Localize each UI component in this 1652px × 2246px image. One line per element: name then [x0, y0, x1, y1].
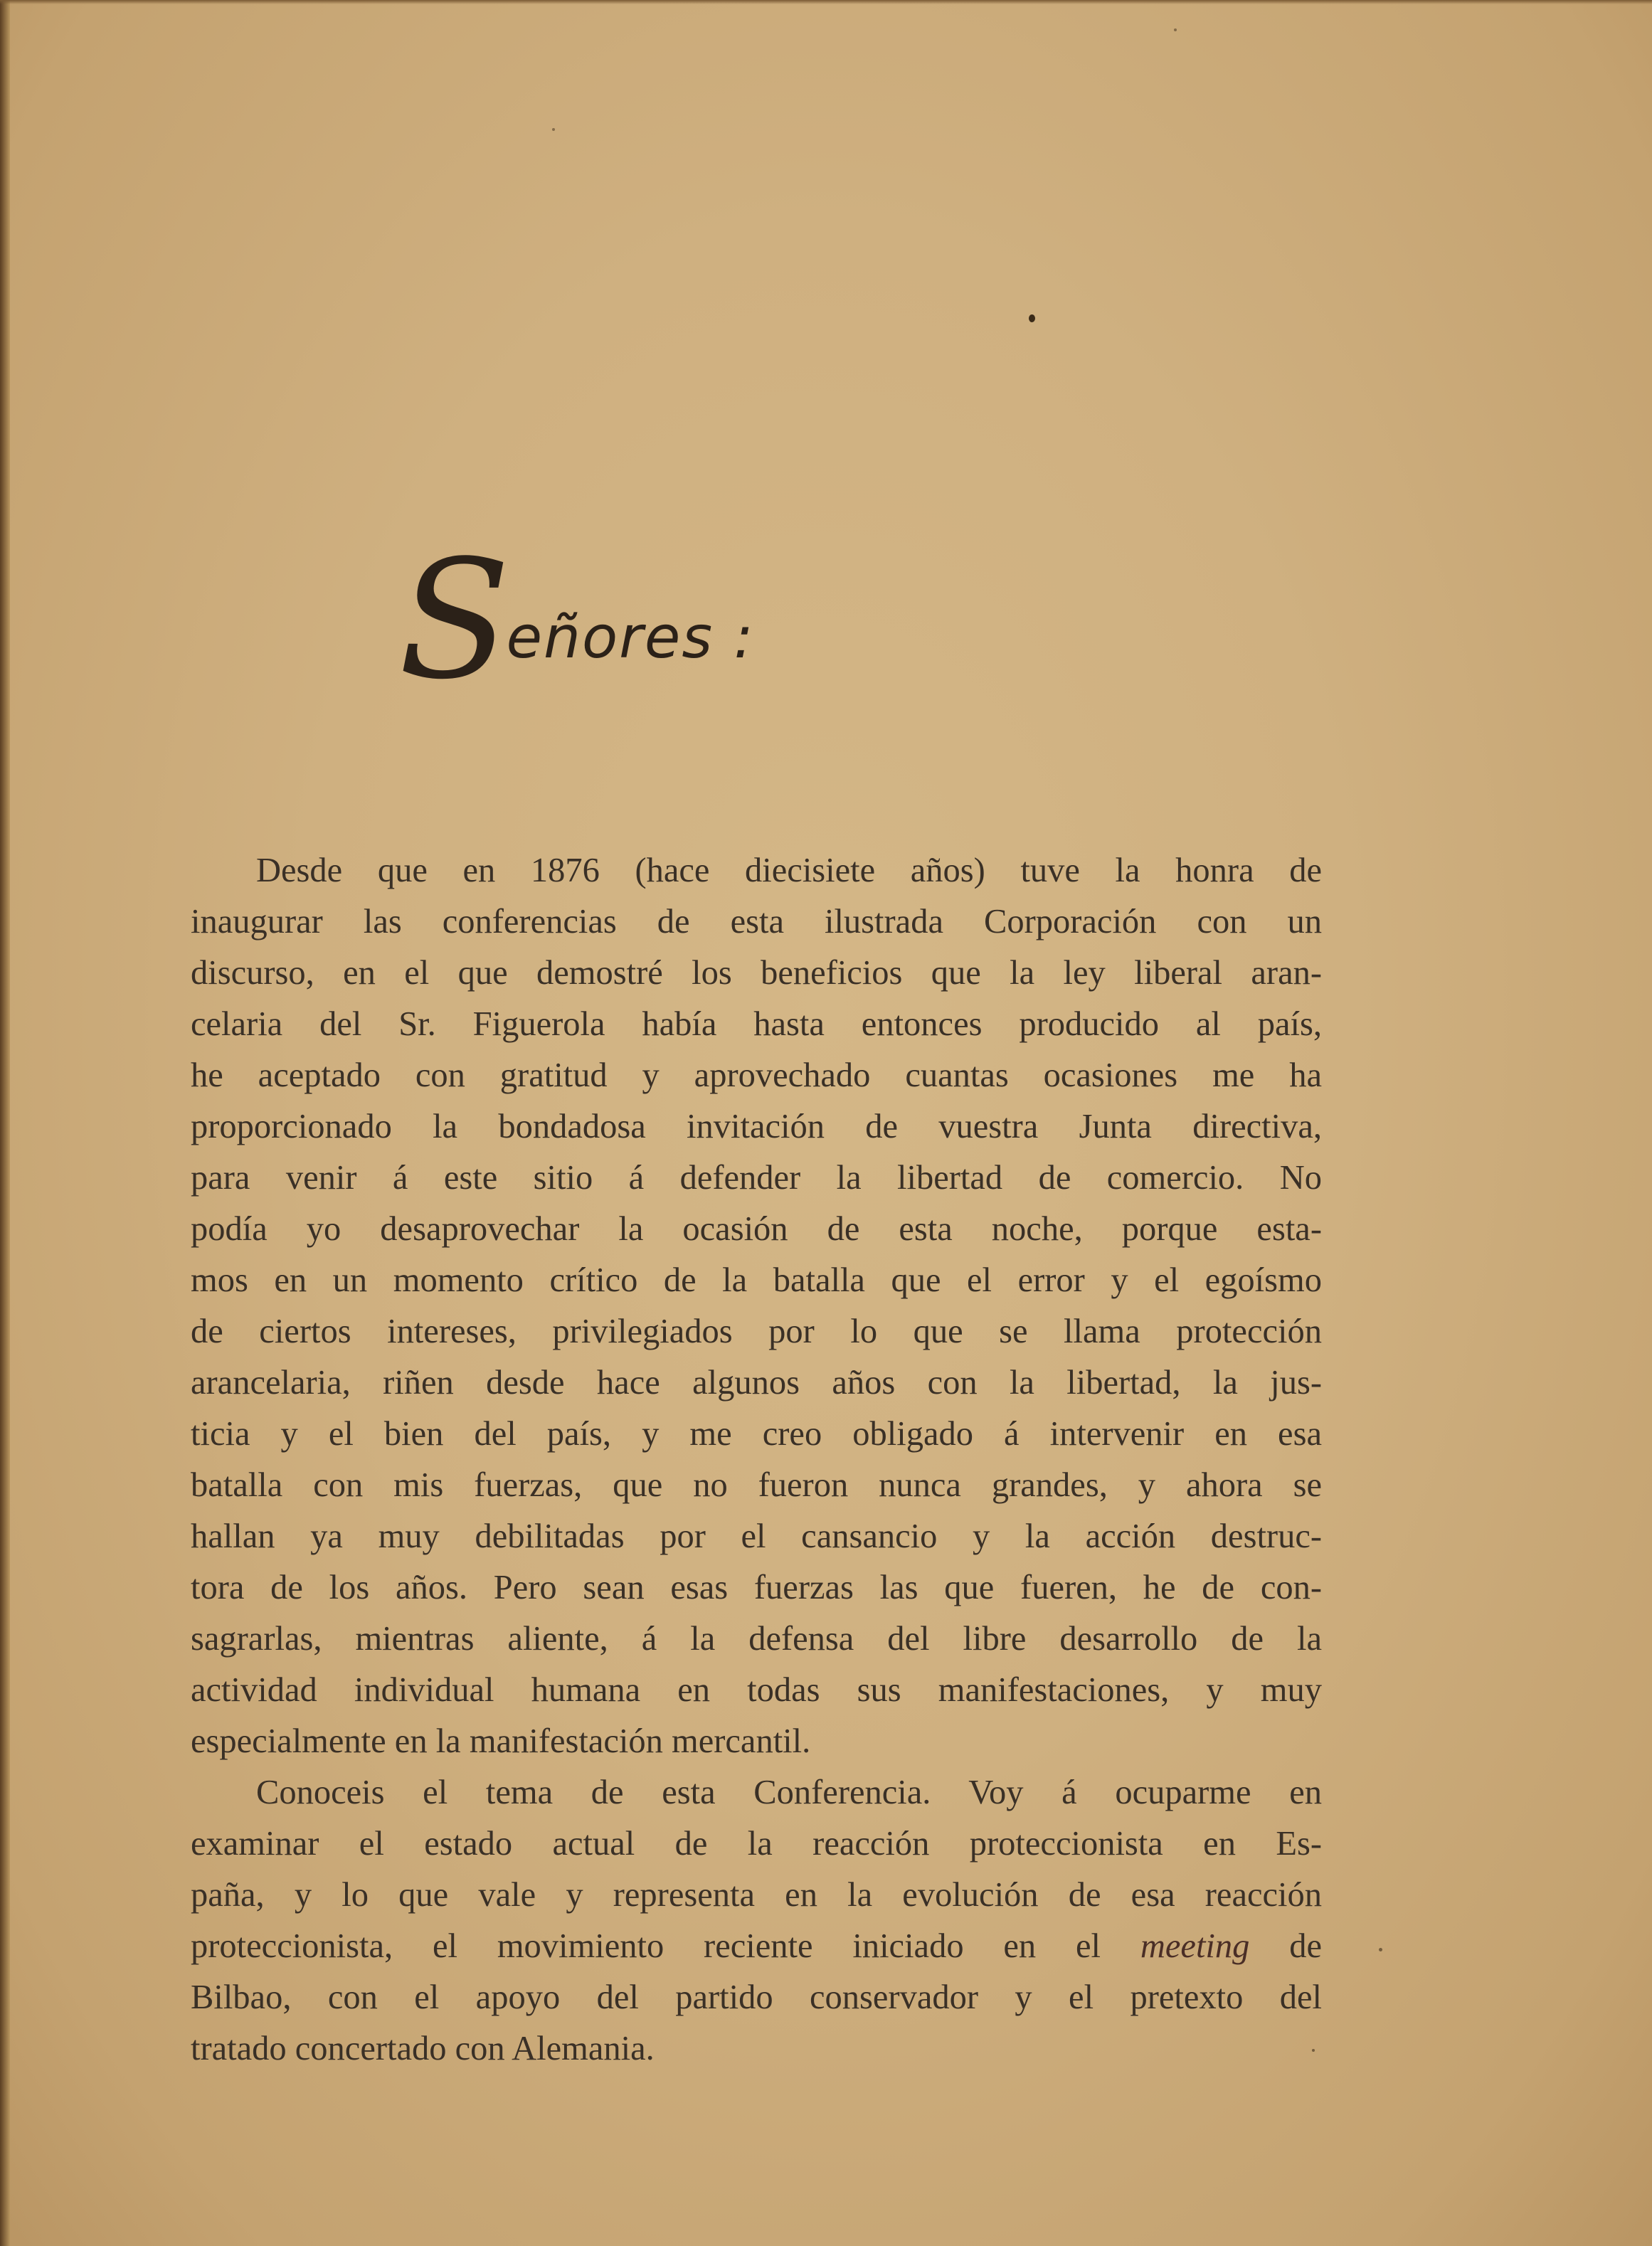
text-line — [191, 1921, 1322, 1972]
text-line: de ciertos intereses, privilegiados por lo que se llama protección — [191, 1313, 1322, 1350]
text-line: podía yo desaprovechar la ocasión de esta noche, porque esta- — [191, 1210, 1322, 1248]
text-line: tratado concertado con Alemania. — [191, 2030, 655, 2067]
text-line: examinar el estado actual de la reacción proteccionista en Es- — [191, 1825, 1322, 1863]
heading-rest: eñores : — [506, 604, 755, 672]
text-line: Conoceis el tema de esta Conferencia. Voy á ocuparme en — [256, 1774, 1322, 1811]
text-fragment: de — [1249, 1927, 1322, 1965]
text-line: ticia y el bien del país, y me creo obligado á intervenir en esa — [191, 1415, 1322, 1453]
text-line: actividad individual humana en todas sus manifestaciones, y muy — [191, 1671, 1322, 1709]
text-line: mos en un momento crítico de la batalla que el error y el egoísmo — [191, 1261, 1322, 1299]
page-binding-edge — [0, 0, 10, 2246]
text-line: batalla con mis fuerzas, que no fueron nunca grandes, y ahora se — [191, 1466, 1322, 1504]
text-line: he aceptado con gratitud y aprovechado cuantas ocasiones me ha — [191, 1056, 1322, 1094]
salutation-heading — [398, 526, 755, 716]
text-line: especialmente en la manifestación mercantil. — [191, 1722, 811, 1760]
body-text — [191, 845, 1322, 2075]
text-line: sagrarlas, mientras aliente, á la defensa del libre desarrollo de la — [191, 1620, 1322, 1658]
paragraph-2 — [191, 1767, 1322, 2075]
italic-word: meeting — [1140, 1927, 1250, 1965]
ink-speck — [1379, 1948, 1382, 1951]
text-line: tora de los años. Pero sean esas fuerzas las que fueren, he de con- — [191, 1569, 1322, 1606]
paragraph-1 — [191, 845, 1322, 1767]
text-line: paña, y lo que vale y representa en la evolución de esa reacción — [191, 1876, 1322, 1914]
heading-initial: S — [398, 526, 511, 716]
ink-speck — [552, 128, 555, 131]
text-fragment: proteccionista, el movimiento reciente iniciado en el — [191, 1927, 1140, 1965]
text-line: Desde que en 1876 (hace diecisiete años) tuve la honra de — [256, 852, 1322, 889]
text-line: hallan ya muy debilitadas por el cansancio y la acción destruc- — [191, 1517, 1322, 1555]
text-line: proporcionado la bondadosa invitación de vuestra Junta directiva, — [191, 1108, 1322, 1145]
ink-speck — [1174, 28, 1177, 31]
text-line: inaugurar las conferencias de esta ilustrada Corporación con un — [191, 903, 1322, 941]
text-line: discurso, en el que demostré los beneficios que la ley liberal aran- — [191, 954, 1322, 992]
text-line: para venir á este sitio á defender la libertad de comercio. No — [191, 1159, 1322, 1197]
text-line: celaria del Sr. Figuerola había hasta entonces producido al país, — [191, 1005, 1322, 1043]
text-line: arancelaria, riñen desde hace algunos años con la libertad, la jus- — [191, 1364, 1322, 1402]
page-top-edge — [0, 0, 1652, 4]
ink-speck — [1029, 314, 1035, 322]
text-line: Bilbao, con el apoyo del partido conservador y el pretexto del — [191, 1979, 1322, 2016]
